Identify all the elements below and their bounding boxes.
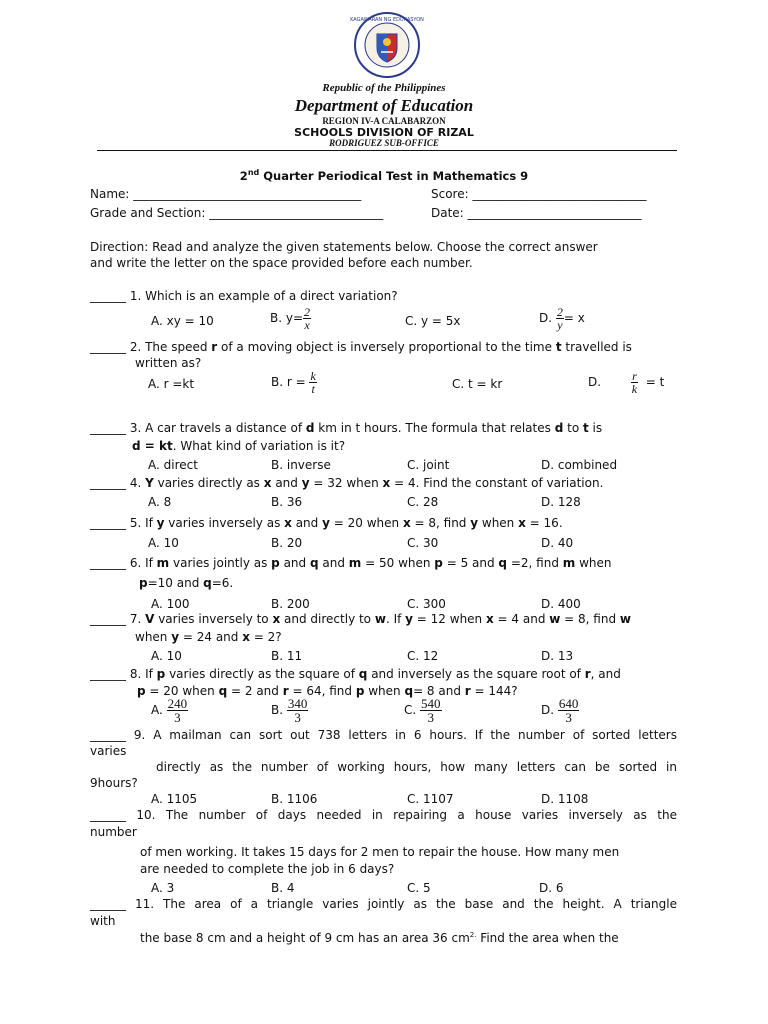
text: varies inversely as [164,516,285,530]
text: . What kind of variation is it? [172,439,346,453]
var: m [156,556,170,570]
var: y [322,516,330,530]
q4-choice-d: D. 128 [541,495,581,509]
var: y [405,612,413,626]
text: =10 and [147,576,204,590]
var: p [271,556,280,570]
q9-choice-c: C. 1107 [407,792,454,806]
q10-choice-c: C. 5 [407,881,431,895]
text: =2, find [507,556,563,570]
choice-label: B. y= [270,311,304,325]
answer-blank[interactable]: ______ [90,897,126,911]
answer-blank[interactable]: ______ [90,340,126,354]
choice-label: D. [541,703,555,717]
var: x [272,612,281,626]
var: x [485,612,494,626]
q5-choice-d: D. 40 [541,536,574,550]
q5-choice-c: C. 30 [407,536,439,550]
question-9-wrap: varies [90,744,127,758]
denominator: 3 [174,710,181,725]
choice-label: D. [539,311,556,325]
text: and [318,556,349,570]
var: y [470,516,479,530]
question-text: 1. Which is an example of a direct variation? [126,289,398,303]
q3-choice-c: C. joint [407,458,450,472]
answer-blank[interactable]: ______ [90,667,126,681]
text: = 16. [525,516,563,530]
text: when [135,630,172,644]
question-8-line-2 [137,684,518,698]
question-2 [90,340,632,354]
text: . If [385,612,406,626]
text: 9. A mailman can sort out 738 letters in 6 hours. If the number of sorted letters [126,728,677,742]
q3-choice-d: D. combined [541,458,618,472]
q8-choice-c [404,697,442,724]
numerator: 540 [421,696,441,711]
q2-choice-c: C. t = kr [452,377,503,391]
text: = 4. Find the constant of variation. [390,476,604,490]
q6-choice-c: C. 300 [407,597,446,611]
question-11 [90,897,677,911]
question-6 [90,556,612,570]
q10-choice-a: A. 3 [151,881,175,895]
question-9 [90,728,677,742]
var: w [619,612,631,626]
division-line: SCHOOLS DIVISION OF RIZAL [294,126,474,139]
choice-tail: = t [645,375,665,389]
q5-choice-b: B. 20 [271,536,303,550]
question-11-line-2 [140,931,619,945]
text: varies inversely to [154,612,273,626]
text: when [478,516,519,530]
answer-blank[interactable]: ______ [90,476,126,490]
var: Y [145,476,154,490]
q10-choice-b: B. 4 [271,881,295,895]
denominator: x [304,318,310,332]
department-title: Department of Education [294,96,474,115]
q1-choice-a: A. xy = 10 [151,314,214,328]
var: x [263,476,272,490]
name-field[interactable]: Name: ______________________________________ [90,187,362,201]
var: q [358,667,368,681]
answer-blank[interactable]: ______ [90,728,126,742]
numerator: k [310,369,316,383]
text: 4. [126,476,146,490]
question-3-line-2 [132,439,345,453]
q3-choice-a: A. direct [148,458,198,472]
choice-label: C. [404,703,417,717]
text: is [588,421,603,435]
q8-choice-b [271,697,308,724]
var: x [284,516,292,530]
var: t [582,421,589,435]
text: when [364,684,405,698]
text: the base 8 cm and a height of 9 cm has an area 36 cm [140,931,470,945]
text: and [271,476,302,490]
q4-choice-a: A. 8 [148,495,172,509]
q6-choice-b: B. 200 [271,597,310,611]
q1-choice-d [539,306,585,331]
numerator: 2 [304,305,311,319]
region-line: REGION IV-A CALABARZON [322,116,446,126]
q10-choice-d: D. 6 [539,881,564,895]
svg-text:KAGAWARAN NG EDUKASYON: KAGAWARAN NG EDUKASYON [350,17,424,23]
text: = 12 when [412,612,486,626]
text: and inversely as the square root of [367,667,585,681]
var: q [404,684,414,698]
var: q [218,684,228,698]
question-9-line-2: directly as the number of working hours, how many letters can be sorted in [156,760,677,774]
answer-blank[interactable]: ______ [90,289,126,303]
var: x [242,630,250,644]
var: V [145,612,155,626]
fraction [558,697,580,724]
text: Find the area when the [476,931,619,945]
var: r [211,340,218,354]
question-10 [90,808,677,822]
question-5 [90,516,563,530]
fraction [309,370,316,395]
text: 2. The speed [126,340,212,354]
text: = 64, find [288,684,356,698]
var: r [282,684,289,698]
q7-choice-d: D. 13 [541,649,574,663]
q7-choice-b: B. 11 [271,649,303,663]
var: d [554,421,564,435]
choice-label: A. [151,703,163,717]
text: 3. A car travels a distance of [126,421,306,435]
grade-section-field[interactable]: Grade and Section: _____________________________ [90,206,384,220]
formula: d = kt [132,439,173,453]
question-10-wrap: number [90,825,137,839]
text: = 8 and [413,684,465,698]
answer-blank[interactable]: ______ [90,556,126,570]
q7-choice-a: A. 10 [151,649,182,663]
question-4 [90,476,603,490]
text: =6. [211,576,234,590]
q2-choice-d [588,370,664,395]
text: = 32 when [309,476,383,490]
text: 6. If [126,556,157,570]
denominator: t [311,382,315,396]
deped-seal [350,12,424,78]
question-7-line-2 [135,630,282,644]
question-6-line-2 [139,576,233,590]
fraction [631,370,638,395]
var: p [355,684,365,698]
var: y [156,516,165,530]
text: varies directly as [153,476,264,490]
text: = 24 and [179,630,243,644]
fraction [167,697,189,724]
q4-choice-b: B. 36 [271,495,303,509]
q6-choice-d: D. 400 [541,597,581,611]
text: km in t hours. The formula that relates [314,421,555,435]
title-ordinal: 2 [239,168,248,183]
answer-blank[interactable]: ______ [90,808,126,822]
choice-label: B. [271,703,284,717]
text: and directly to [280,612,375,626]
q4-choice-c: C. 28 [407,495,439,509]
text: to [563,421,583,435]
var: x [402,516,411,530]
denominator: 3 [427,710,435,725]
question-3 [90,421,602,435]
var: p [139,576,148,590]
denominator: k [631,382,638,396]
q1-choice-c: C. y = 5x [405,314,461,328]
var: m [348,556,362,570]
text: varies jointly as [169,556,272,570]
var: x [382,476,391,490]
numerator: 240 [167,696,188,711]
choice-label: B. r = [271,375,310,389]
numerator: 340 [287,696,308,711]
q2-choice-b [271,370,317,395]
fraction [287,697,309,724]
text: 10. The number of days needed in repairing a house varies inversely as the [126,808,677,822]
numerator: 2 [556,305,563,319]
answer-blank[interactable]: ______ [90,612,126,626]
text: 8. If [126,667,157,681]
choice-label: D. [588,375,602,389]
text: = 8, find [560,612,620,626]
var: d [305,421,315,435]
fraction [556,306,564,331]
direction-line-1: Direction: Read and analyze the given statements below. Choose the correct answer [90,240,598,254]
text: when [575,556,612,570]
var: p [434,556,443,570]
var: x [518,516,526,530]
text: 7. [126,612,146,626]
var: p [137,684,146,698]
text: 11. The area of a triangle varies jointly as the base and the height. A triangle [126,897,677,911]
q9-choice-d: D. 1108 [541,792,589,806]
fraction [420,697,442,724]
text: = 2 and [227,684,283,698]
score-field[interactable]: Score: _____________________________ [431,187,647,201]
q9-choice-b: B. 1106 [271,792,318,806]
var: y [171,630,180,644]
text: varies directly as the square of [165,667,359,681]
q1-choice-b [270,306,311,331]
fraction [303,306,311,331]
header-divider [97,150,677,151]
text: = 20 when [145,684,219,698]
text: and [279,556,310,570]
q7-choice-c: C. 12 [407,649,439,663]
office-line: RODRIGUEZ SUB-OFFICE [329,138,439,148]
var: p [156,667,166,681]
numerator: 640 [558,696,579,711]
text: travelled is [561,340,632,354]
text: = 4 and [493,612,550,626]
title-rest: Quarter Periodical Test in Mathematics 9 [259,168,529,183]
question-8 [90,667,621,681]
question-11-wrap: with [90,914,116,928]
choice-tail: = x [563,311,585,325]
numerator: r [632,369,637,383]
q9-choice-a: A. 1105 [151,792,198,806]
text: of a moving object is inversely proportional to the time [217,340,556,354]
q3-choice-b: B. inverse [271,458,331,472]
text: = 144? [470,684,518,698]
var: y [301,476,310,490]
q8-choice-a [151,697,188,724]
answer-blank[interactable]: ______ [90,516,126,530]
var: q [309,556,319,570]
text: = 50 when [361,556,435,570]
denominator: y [557,318,563,332]
text: = 20 when [329,516,403,530]
var: r [584,667,591,681]
var: r [464,684,471,698]
question-1 [90,289,398,303]
republic-line: Republic of the Philippines [322,82,446,94]
q6-choice-a: A. 100 [151,597,190,611]
superscript: 2. [469,931,477,939]
q2-choice-a: A. r =kt [148,377,195,391]
var: t [555,340,562,354]
q5-choice-a: A. 10 [148,536,179,550]
question-10-line-2: of men working. It takes 15 days for 2 men to repair the house. How many men [140,845,620,859]
text: and [291,516,323,530]
var: q [203,576,212,590]
var: m [562,556,576,570]
test-title [0,168,768,183]
text: = 5 and [442,556,499,570]
denominator: 3 [294,710,301,725]
text: 5. If [126,516,157,530]
question-2-line-2: written as? [135,356,202,370]
question-9-wrap-2: 9hours? [90,776,138,790]
text: = 2? [249,630,282,644]
var: w [549,612,561,626]
denominator: 3 [565,710,572,725]
text: , and [590,667,621,681]
title-sup: nd [247,168,260,177]
var: w [374,612,386,626]
answer-blank[interactable]: ______ [90,421,126,435]
question-10-line-3: are needed to complete the job in 6 days? [140,862,395,876]
direction-line-2: and write the letter on the space provided before each number. [90,256,473,270]
var: q [498,556,508,570]
text: = 8, find [410,516,471,530]
date-field[interactable]: Date: _____________________________ [431,206,642,220]
q8-choice-d [541,697,579,724]
question-7 [90,612,631,626]
